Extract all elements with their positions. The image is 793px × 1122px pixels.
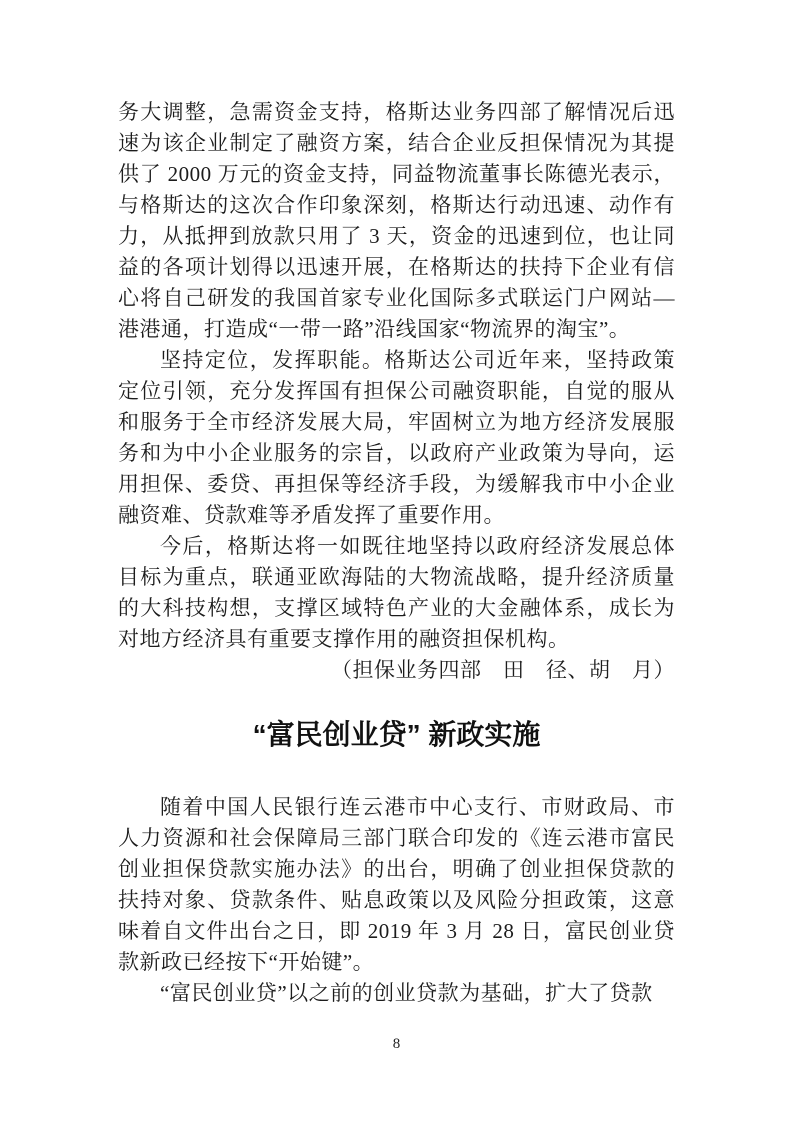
paragraph-loan-policy-intro: 随着中国人民银行连云港市中心支行、市财政局、市人力资源和社会保障局三部门联合印发的《连云港市富民创业担保贷款实施办法》的出台，明确了创业担保贷款的扶持对象、贷款条件、贴息政策以及风险分担政策，这意味着自文件出台之日，即 2019 年 3 月 28 日，富民创业贷款新政已经按下“开始键”。 <box>118 794 675 974</box>
article-title: “富民创业贷” 新政实施 <box>252 719 541 750</box>
paragraph-guarantee-positioning: 坚持定位，发挥职能。格斯达公司近年来，坚持政策定位引领，充分发挥国有担保公司融资职能，自觉的服从和服务于全市经济发展大局，牢固树立为地方经济发展服务和为中小企业服务的宗旨，以政府产业政策为导向，运用担保、委贷、再担保等经济手段，为缓解我市中小企业融资难、贷款难等矛盾发挥了重要作用。 <box>118 348 675 527</box>
attribution-line: （担保业务四部 田 径、胡 月） <box>331 658 675 682</box>
document-body <box>118 97 675 1009</box>
page-number: 8 <box>392 1036 401 1052</box>
paragraph-guarantee-continuation: 务大调整，急需资金支持，格斯达业务四部了解情况后迅速为该企业制定了融资方案，结合企业反担保情况为其提供了 2000 万元的资金支持，同益物流董事长陈德光表示，与格斯达的这次合作印象深刻，格斯达行动迅速、动作有力，从抵押到放款只用了 3 天，资金的迅速到位，也让同益的各项计划得以迅速开展，在格斯达的扶持下企业有信心将自己研发的我国首家专业化国际多式联运门户网站—港港通，打造成“一带一路”沿线国家“物流界的淘宝”。 <box>118 100 675 341</box>
paragraph-guarantee-future: 今后，格斯达将一如既往地坚持以政府经济发展总体目标为重点，联通亚欧海陆的大物流战略，提升经济质量的大科技构想，支撑区域特色产业的大金融体系，成长为对地方经济具有重要支撑作用的融资担保机构。 <box>118 534 675 651</box>
paragraph-loan-policy-basis: “富民创业贷”以之前的创业贷款为基础，扩大了贷款 <box>160 980 653 1005</box>
